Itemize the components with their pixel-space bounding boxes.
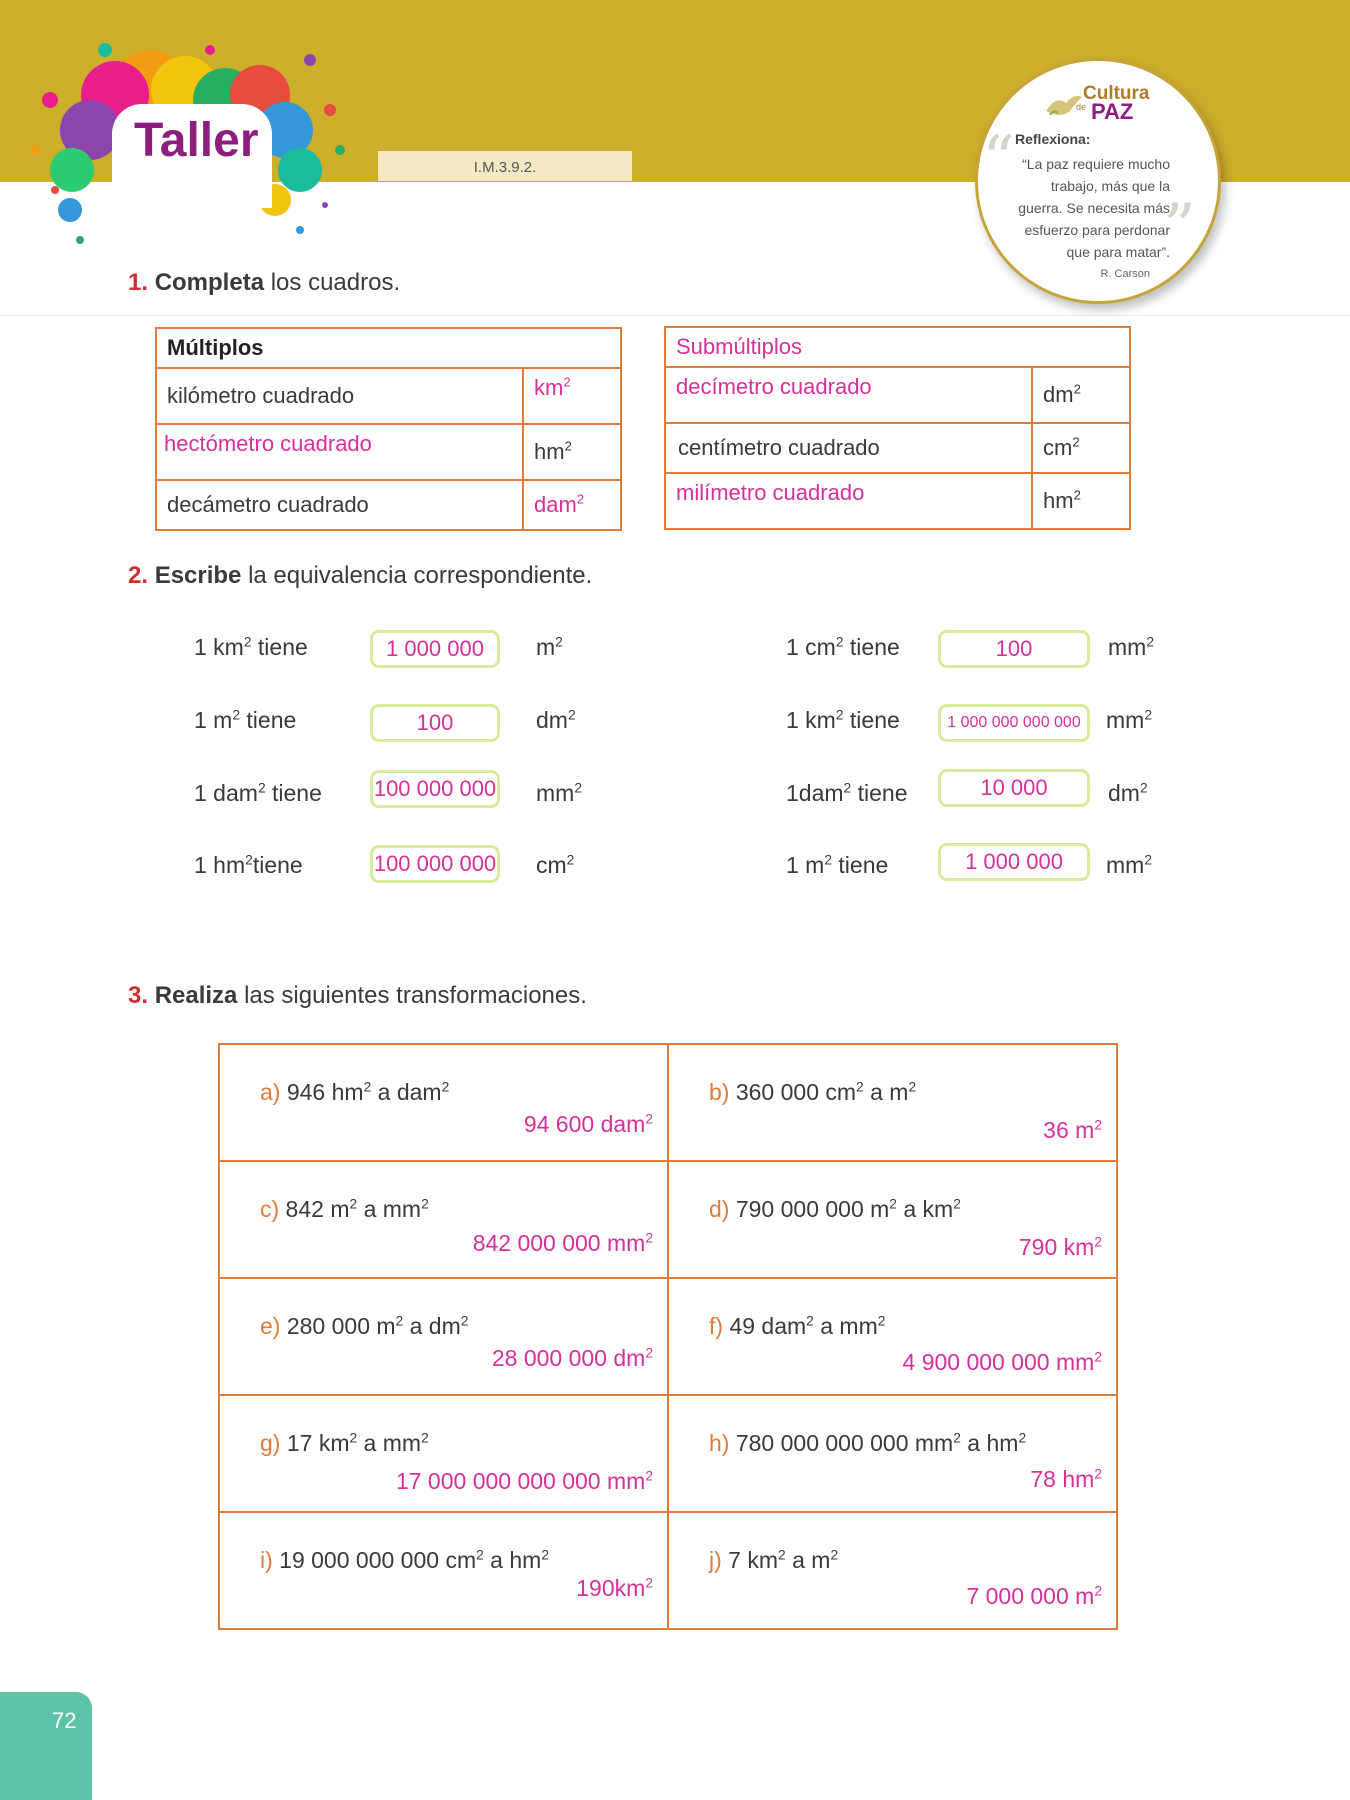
transformation-question: a) 946 $hm^2$ a dam$^2$ [260,1079,450,1105]
transformation-question: b) 360 000 $cm^2$ a $m^2$ [709,1079,917,1105]
section-1-heading: 1. Completa los cuadros. [128,269,401,296]
transformation-question: c) 842 $m^2$ a $mm^2$ [260,1196,429,1222]
transformation-question: g) 17 $km^2$ a $mm^2$ [260,1430,429,1456]
multiples-header: Múltiplos [156,328,621,368]
multiple-unit: $km^2$ [523,368,621,424]
submultiples-table [664,326,1131,530]
page-number-tab [0,1692,92,1800]
equivalence-from: 1 $m^2$ tiene [786,852,889,878]
submultiple-unit: $hm^2$ [1032,473,1130,529]
transformation-question: i) 19 000 000 000 $cm^2$ a $hm^2$ [260,1547,550,1573]
transformation-question: j) 7 $km^2$ a $m^2$ [709,1547,839,1573]
page-number: 72 [52,1708,77,1733]
equivalence-from: 1 dam$^2$ tiene [194,780,322,806]
transformation-answer: 94 600 dam$^2$ [523,1111,653,1137]
transformation-answer: $190km^2$ [576,1575,653,1601]
brand-cultura: Cultura [1083,83,1150,104]
transformation-cell [668,1395,1117,1512]
transformation-cell [219,1161,668,1278]
transformation-cell [219,1278,668,1395]
equivalence-answer[interactable]: 10 000 [938,769,1090,807]
multiple-name: decámetro cuadrado [156,480,523,530]
transformation-cell [668,1161,1117,1278]
transformation-answer: 36 $m^2$ [1043,1117,1102,1143]
header-divider [0,315,1350,316]
reflect-label: Reflexiona: [1015,131,1091,147]
equivalence-from: 1 $m^2$ tiene [194,707,297,733]
brand-paz: PAZ [1091,99,1134,124]
submultiple-name: centímetro cuadrado [665,423,1032,473]
skill-code: I.M.3.9.2. [378,151,632,181]
multiple-name: hectómetro cuadrado [156,424,523,480]
transformation-question: e) 280 000 $m^2$ a $dm^2$ [260,1313,469,1339]
close-quote-icon: ” [1163,191,1196,265]
transformation-answer: 790 $km^2$ [1018,1234,1102,1260]
submultiples-header: Submúltiplos [665,327,1130,367]
submultiple-name: milímetro cuadrado [665,473,1032,529]
equivalence-answer[interactable]: 1 000 000 [938,843,1090,881]
equivalence-to: $mm^2$ [1106,707,1153,733]
transformation-cell [668,1044,1117,1161]
equivalence-answer[interactable]: 100 [938,630,1090,668]
transformation-answer: 842 000 000 $mm^2$ [472,1230,653,1256]
quote-author: R. Carson [1100,268,1150,280]
transformation-cell [219,1512,668,1629]
equivalence-from: 1dam$^2$ tiene [786,780,908,806]
culture-of-peace-box [975,58,1221,304]
equivalence-to: $mm^2$ [536,780,583,806]
transformation-question: d) 790 000 000 $m^2$ a $km^2$ [709,1196,961,1222]
transformation-cell [219,1395,668,1512]
transformation-answer: 28 000 000 $dm^2$ [491,1345,653,1371]
equivalence-answer[interactable]: 1 000 000 [370,630,500,668]
submultiple-unit: $cm^2$ [1032,423,1130,473]
multiples-table [155,327,622,531]
equivalence-answer[interactable]: 1 000 000 000 000 [938,704,1090,742]
submultiple-unit: $dm^2$ [1032,367,1130,423]
equivalence-from: 1 $km^2$ tiene [194,634,308,660]
peace-quote: “La paz requiere mucho trabajo, más que la guerra. Se necesita más esfuerzo para perdonar que para matar”. [1018,156,1170,260]
multiple-unit: $hm^2$ [523,424,621,480]
transformation-answer: 78 $hm^2$ [1030,1466,1102,1492]
transformations-table [218,1043,1118,1630]
transformation-answer: 4 900 000 000 $mm^2$ [902,1349,1102,1375]
transformation-cell [219,1044,668,1161]
multiple-unit: dam$^2$ [523,480,621,530]
page-title: Taller [134,114,259,167]
equivalence-to: $mm^2$ [1106,852,1153,878]
open-quote-icon: “ [982,123,1015,197]
equivalence-to: $mm^2$ [1108,634,1155,660]
transformation-question: h) 780 000 000 000 $mm^2$ a $hm^2$ [709,1430,1027,1456]
submultiple-name: decímetro cuadrado [665,367,1032,423]
equivalence-to: $cm^2$ [536,852,575,878]
equivalence-from: 1 $hm^2tiene$ [194,852,303,878]
transformation-question: f) 49 dam$^2$ a $mm^2$ [709,1313,886,1339]
equivalence-from: 1 $cm^2$ tiene [786,634,900,660]
equivalence-to: $m^2$ [536,634,563,660]
equivalence-to: $dm^2$ [536,707,576,733]
equivalence-answer[interactable]: 100 [370,704,500,742]
brand-de: de [1076,102,1087,112]
transformation-cell [668,1278,1117,1395]
section-3-heading: 3. Realiza las siguientes transformaciones. [128,982,587,1009]
transformation-cell [668,1512,1117,1629]
equivalence-to: $dm^2$ [1108,780,1148,806]
equivalence-from: 1 $km^2$ tiene [786,707,900,733]
multiple-name: kilómetro cuadrado [156,368,523,424]
equivalence-answer[interactable]: 100 000 000 [370,770,500,808]
section-2-heading: 2. Escribe la equivalencia correspondiente. [128,562,593,589]
transformation-answer: 17 000 000 000 000 $mm^2$ [395,1468,653,1494]
equivalence-answer[interactable]: 100 000 000 [370,845,500,883]
transformation-answer: 7 000 000 $m^2$ [966,1583,1102,1609]
